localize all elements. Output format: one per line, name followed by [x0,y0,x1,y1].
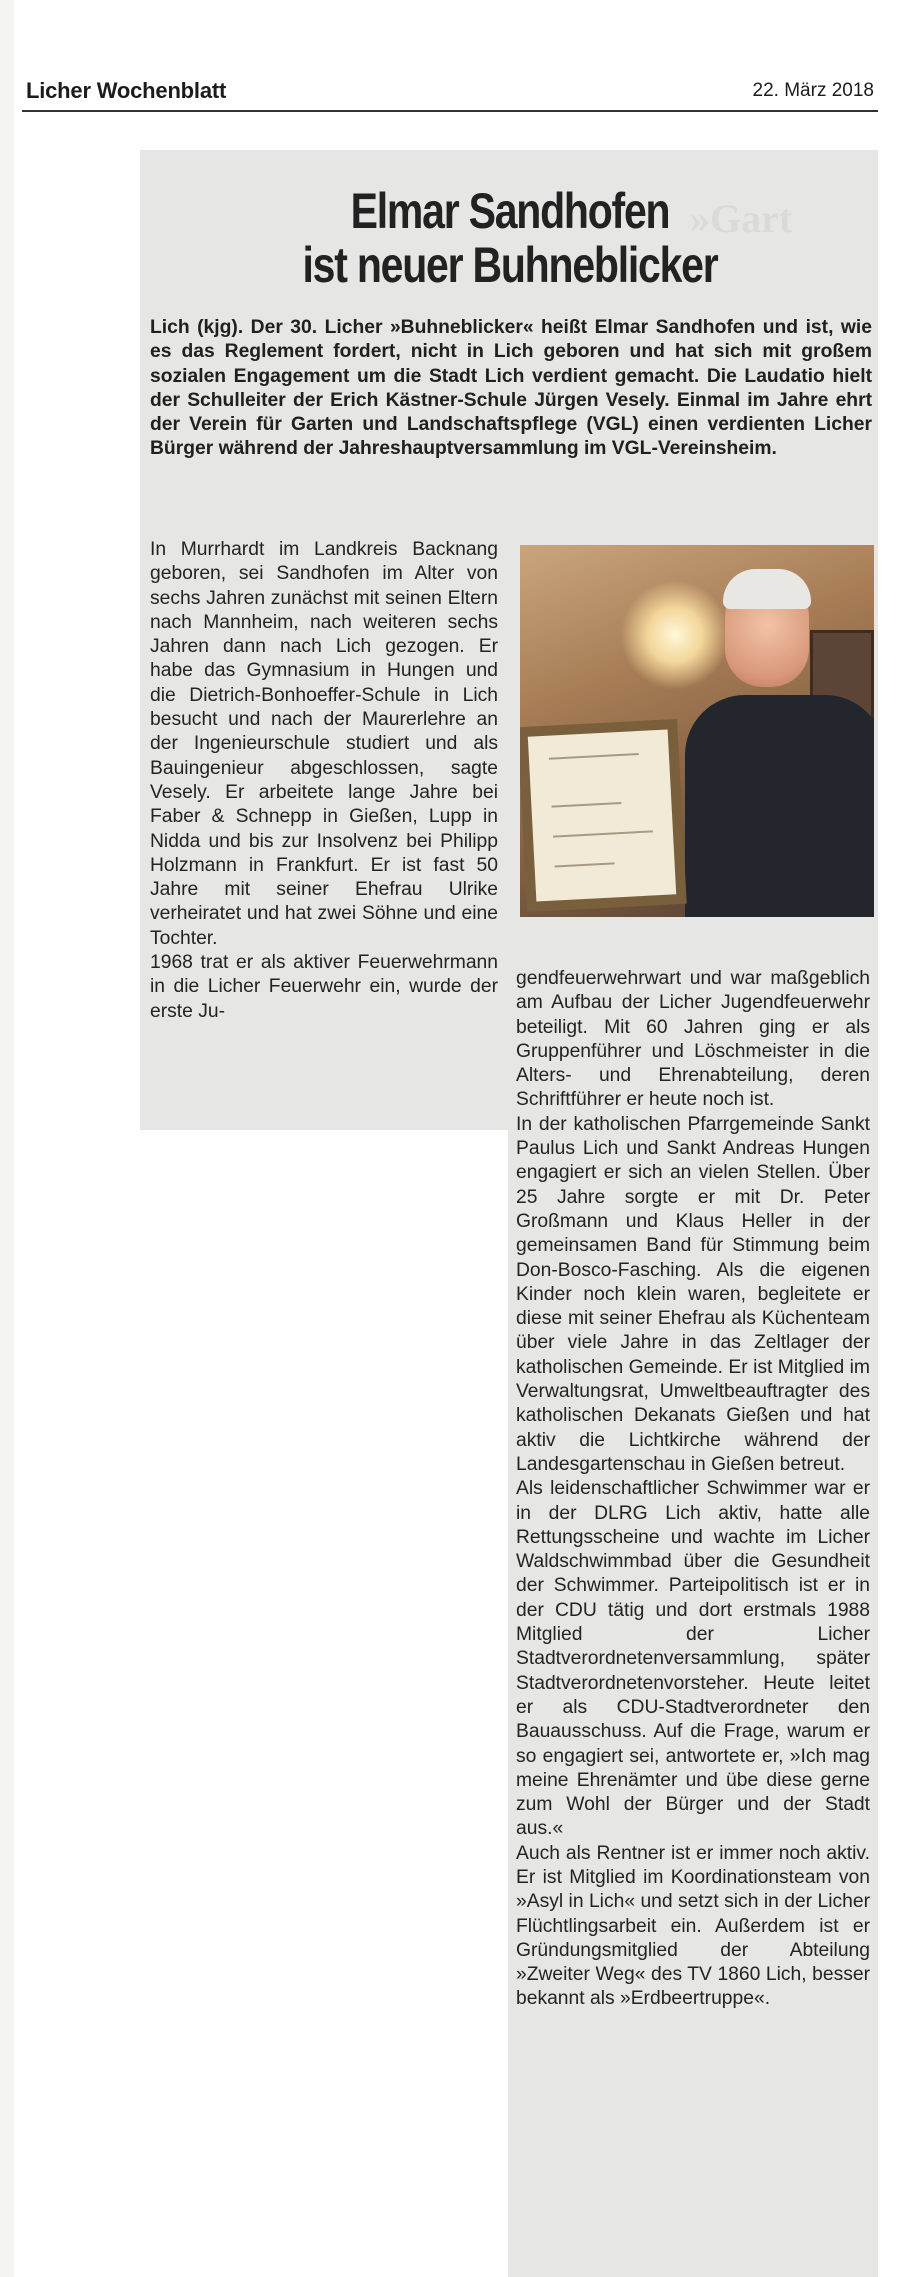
certificate-line [555,862,615,867]
headline-line-1: Elmar Sandhofen [350,183,670,239]
article-headline [215,184,805,292]
person-hair [723,569,811,609]
certificate-line [551,802,621,808]
paragraph-retirement: Auch als Rentner ist er immer noch aktiv. Er ist Mitglied im Koordinationsteam von »Asyl in Lich« und setzt sich in der Licher Flüchtlingsarbeit ein. Außerdem ist er Gründungsmitglied der Abteilung »Zweiter Weg« des TV 1860 Lich, besser bekannt als »Erdbeertruppe«. [516,1842,870,2010]
paragraph-youth-brigade: gendfeuerwehrwart und war maßgeblich am Aufbau der Licher Jugendfeuerwehr beteiligt. Mit 60 Jahren ging er als Gruppenführer und Löschmeister in die Alters- und Ehrenabteilung, deren Schriftführer er heute noch ist. [516,968,870,1111]
column-left [150,538,498,1024]
newspaper-name: Licher Wochenblatt [26,78,227,103]
paragraph-church: In der katholischen Pfarrgemeinde Sankt Paulus Lich und Sankt Andreas Hungen engagiert er sich an vielen Stellen. Über 25 Jahre sorgte er mit Dr. Peter Großmann und Klaus Heller in der gemeinsamen Band für Stimmung beim Don-Bosco-Fasching. Als die eigenen Kinder noch klein waren, begleitete er diese mit seiner Ehefrau als Küchenteam über viele Jahre in das Zeltlager der katholischen Gemeinde. Er ist Mitglied im Verwaltungsrat, Umweltbeauftragter des katholischen Dekanats Gießen und hat aktiv die Lichtkirche während der Landesgartenschau in Gießen betreut. [516,1113,870,1475]
column-right [516,967,870,2012]
paragraph-fire-brigade: 1968 trat er als aktiver Feuerwehrmann in die Licher Feuerwehr ein, wurde der erste Ju- [150,952,498,1022]
bleed-through-text: »Gart [690,196,793,241]
headline-line-2: ist neuer Buhneblicker [302,237,718,293]
lamp-light [620,580,730,690]
article-lead: Lich (kjg). Der 30. Licher »Buhneblicker« heißt Elmar Sandhofen und ist, wie es das Reglement fordert, nicht in Lich geboren und hat sich mit großem sozialen Engagement um die Stadt Lich verdient gemacht. Die Laudatio hielt der Schulleiter der Erich Kästner-Schule Jürgen Vesely. Einmal im Jahre ehrt der Verein für Garten und Landschaftspflege (VGL) einen verdienten Licher Bürger während der Jahreshauptversammlung im VGL-Vereinsheim. [150,317,872,460]
certificate-line [553,830,653,837]
portrait-photo [520,545,874,917]
paragraph-biography: In Murrhardt im Landkreis Backnang geboren, sei Sandhofen im Alter von sechs Jahren zunächst mit seinen Eltern nach Mannheim, nach weiteren sechs Jahren dann nach Lich gezogen. Er habe das Gymnasium in Hungen und die Dietrich-Bonhoeffer-Schule in Lich besucht und nach der Maurerlehre an der Ingenieurschule studiert und als Bauingenieur abgeschlossen, sagte Vesely. Er arbeitete lange Jahre bei Faber & Schnepp in Gießen, Lupp in Nidda und bis zur Insolvenz bei Philipp Holzmann in Frankfurt. Er ist fast 50 Jahre mit seiner Ehefrau Ulrike verheiratet und hat zwei Söhne und eine Tochter. [150,539,498,949]
scan-edge [0,0,14,2277]
person-body [685,695,874,917]
paragraph-politics: Als leidenschaftlicher Schwimmer war er in der DLRG Lich aktiv, hatte alle Rettungsscheine und wachte im Licher Waldschwimmbad über die Gesundheit der Schwimmer. Parteipolitisch ist er in der CDU tätig und dort erstmals 1988 Mitglied der Licher Stadtverordnetenversammlung, später Stadtverordnetenvorsteher. Heute leitet er als CDU-Stadtverordneter den Bauausschuss. Auf die Frage, warum er so engagiert sei, antwortete er, »Ich mag meine Ehrenämter und übe diese gerne zum Wohl der Bürger und der Stadt aus.« [516,1478,870,1840]
certificate-frame [520,719,687,912]
certificate-paper [528,729,676,901]
certificate-line [549,753,639,760]
issue-date: 22. März 2018 [752,80,874,101]
newspaper-header [22,76,878,112]
